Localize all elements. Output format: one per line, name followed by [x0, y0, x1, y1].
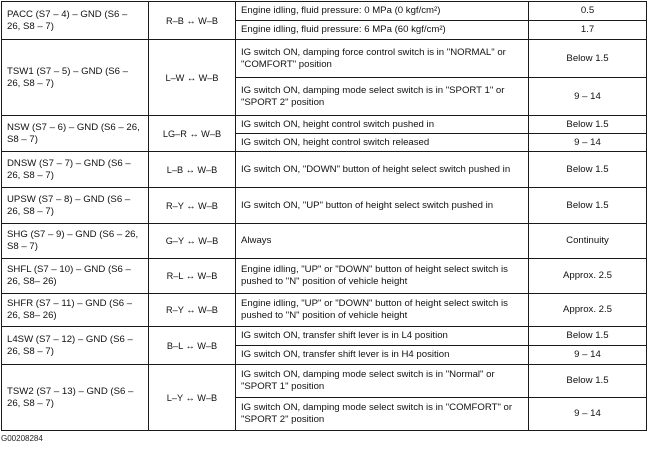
- specified-condition-cell: Below 1.5: [529, 116, 647, 134]
- table-row: [2, 188, 647, 224]
- specified-condition-cell: Below 1.5: [529, 40, 647, 78]
- table-row: [2, 116, 647, 134]
- specified-condition-cell: Approx. 2.5: [529, 259, 647, 294]
- wiring-color-cell: R–L ↔ W–B: [149, 259, 236, 294]
- condition-cell: Engine idling, fluid pressure: 6 MPa (60 kgf/cm²): [236, 21, 529, 40]
- wiring-color-cell: R–Y ↔ W–B: [149, 294, 236, 327]
- table-row: [2, 365, 647, 398]
- table-row: [2, 224, 647, 259]
- wiring-color-cell: R–B ↔ W–B: [149, 2, 236, 40]
- table-row: [2, 2, 647, 21]
- condition-cell: IG switch ON, damping mode select switch is in "SPORT 1" or "SPORT 2" position: [236, 78, 529, 116]
- specified-condition-cell: 9 – 14: [529, 78, 647, 116]
- table-row: [2, 259, 647, 294]
- table-row: [2, 294, 647, 327]
- terminal-spec-table: [1, 1, 647, 431]
- condition-cell: IG switch ON, damping mode select switch is in "COMFORT" or "SPORT 2" position: [236, 398, 529, 431]
- terminal-cell: TSW2 (S7 – 13) – GND (S6 – 26, S8 – 7): [2, 365, 149, 431]
- table-body: [2, 2, 647, 431]
- condition-cell: Engine idling, fluid pressure: 0 MPa (0 kgf/cm²): [236, 2, 529, 21]
- wiring-color-cell: R–Y ↔ W–B: [149, 188, 236, 224]
- terminal-cell: UPSW (S7 – 8) – GND (S6 – 26, S8 – 7): [2, 188, 149, 224]
- wiring-color-cell: L–Y ↔ W–B: [149, 365, 236, 431]
- terminal-cell: TSW1 (S7 – 5) – GND (S6 – 26, S8 – 7): [2, 40, 149, 116]
- specified-condition-cell: Below 1.5: [529, 365, 647, 398]
- wiring-color-cell: LG–R ↔ W–B: [149, 116, 236, 152]
- table-row: [2, 152, 647, 188]
- specified-condition-cell: Below 1.5: [529, 327, 647, 346]
- terminal-cell: NSW (S7 – 6) – GND (S6 – 26, S8 – 7): [2, 116, 149, 152]
- specified-condition-cell: Approx. 2.5: [529, 294, 647, 327]
- figure-code: G00208284: [1, 434, 43, 443]
- condition-cell: IG switch ON, height control switch pushed in: [236, 116, 529, 134]
- specified-condition-cell: Continuity: [529, 224, 647, 259]
- condition-cell: Always: [236, 224, 529, 259]
- condition-cell: IG switch ON, "UP" button of height select switch pushed in: [236, 188, 529, 224]
- wiring-color-cell: L–W ↔ W–B: [149, 40, 236, 116]
- specified-condition-cell: 9 – 14: [529, 134, 647, 152]
- condition-cell: IG switch ON, transfer shift lever is in H4 position: [236, 346, 529, 365]
- condition-cell: IG switch ON, damping force control switch is in "NORMAL" or "COMFORT" position: [236, 40, 529, 78]
- terminal-cell: DNSW (S7 – 7) – GND (S6 – 26, S8 – 7): [2, 152, 149, 188]
- table-row: [2, 40, 647, 78]
- wiring-color-cell: L–B ↔ W–B: [149, 152, 236, 188]
- terminal-cell: SHFR (S7 – 11) – GND (S6 – 26, S8– 26): [2, 294, 149, 327]
- specified-condition-cell: 9 – 14: [529, 398, 647, 431]
- terminal-cell: L4SW (S7 – 12) – GND (S6 – 26, S8 – 7): [2, 327, 149, 365]
- condition-cell: IG switch ON, damping mode select switch is in "Normal" or "SPORT 1" position: [236, 365, 529, 398]
- wiring-color-cell: B–L ↔ W–B: [149, 327, 236, 365]
- specified-condition-cell: 1.7: [529, 21, 647, 40]
- terminal-cell: SHG (S7 – 9) – GND (S6 – 26, S8 – 7): [2, 224, 149, 259]
- condition-cell: Engine idling, "UP" or "DOWN" button of height select switch is pushed to "N" position of vehicle height: [236, 259, 529, 294]
- specified-condition-cell: 9 – 14: [529, 346, 647, 365]
- specified-condition-cell: Below 1.5: [529, 188, 647, 224]
- condition-cell: Engine idling, "UP" or "DOWN" button of height select switch is pushed to "N" position of vehicle height: [236, 294, 529, 327]
- terminal-cell: SHFL (S7 – 10) – GND (S6 – 26, S8– 26): [2, 259, 149, 294]
- wiring-color-cell: G–Y ↔ W–B: [149, 224, 236, 259]
- table-row: [2, 327, 647, 346]
- condition-cell: IG switch ON, height control switch released: [236, 134, 529, 152]
- terminal-cell: PACC (S7 – 4) – GND (S6 – 26, S8 – 7): [2, 2, 149, 40]
- condition-cell: IG switch ON, transfer shift lever is in L4 position: [236, 327, 529, 346]
- specified-condition-cell: 0.5: [529, 2, 647, 21]
- condition-cell: IG switch ON, "DOWN" button of height select switch pushed in: [236, 152, 529, 188]
- specified-condition-cell: Below 1.5: [529, 152, 647, 188]
